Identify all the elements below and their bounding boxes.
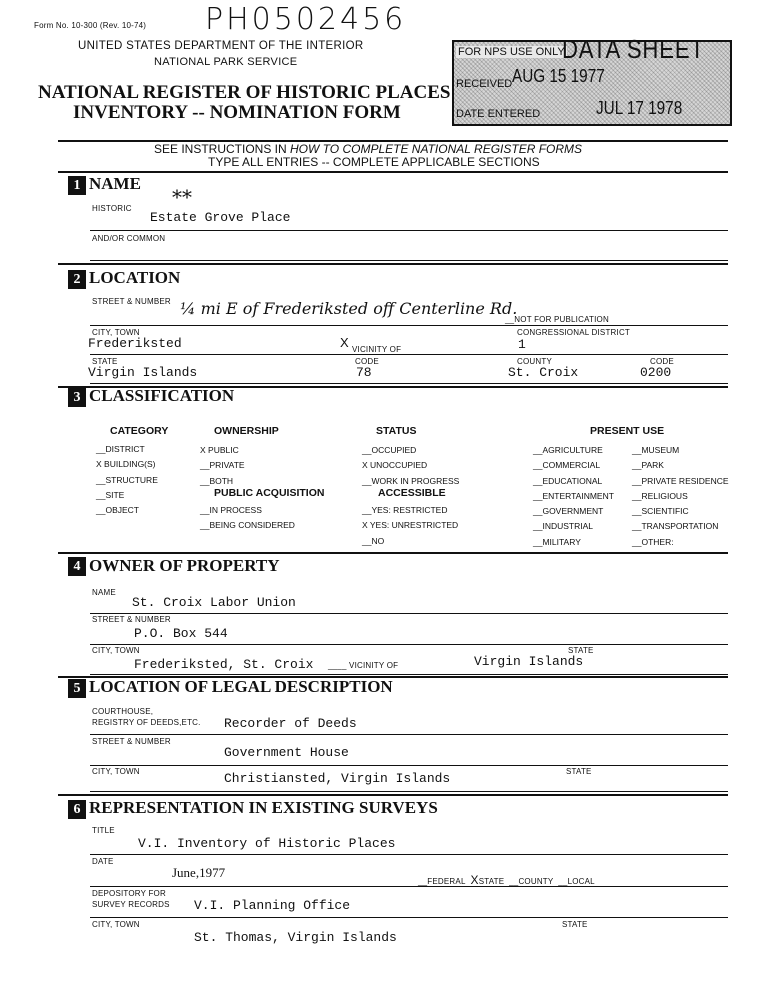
received-label: RECEIVED [456, 78, 513, 90]
owner-vicinity-text: VICINITY OF [349, 661, 399, 670]
city-value: Frederiksted [88, 336, 182, 351]
public-acquisition-header: PUBLIC ACQUISITION [214, 487, 325, 499]
historic-name: Estate Grove Place [150, 210, 291, 225]
section4-number: 4 [68, 557, 86, 576]
accessible-unrestricted[interactable]: X YES: UNRESTRICTED [362, 520, 459, 531]
legal-city-rule [90, 791, 728, 792]
form-title-line2: INVENTORY -- NOMINATION FORM [73, 102, 401, 123]
accessible-no[interactable]: __NO [362, 535, 385, 546]
instructions-line1 [154, 142, 582, 156]
use-government[interactable]: __GOVERNMENT [533, 506, 604, 517]
accessible-header: ACCESSIBLE [378, 487, 446, 499]
use-private-residence[interactable]: __PRIVATE RESIDENCE [632, 475, 729, 486]
section4-rule [58, 552, 728, 554]
use-military[interactable]: __MILITARY [533, 536, 581, 547]
category-object[interactable]: __OBJECT [96, 505, 139, 516]
accessible-options [362, 503, 458, 549]
section5-title: LOCATION OF LEGAL DESCRIPTION [89, 677, 393, 696]
status-unoccupied[interactable]: X UNOCCUPIED [362, 460, 428, 471]
courthouse-label-line1: COURTHOUSE, [92, 707, 154, 716]
use-museum[interactable]: __MUSEUM [632, 445, 680, 455]
courthouse-value: Recorder of Deeds [224, 716, 357, 731]
survey-level-options [418, 873, 595, 887]
survey-city-label: CITY, TOWN [92, 920, 140, 929]
reference-number: PH0502456 [205, 2, 407, 37]
present-use-header: PRESENT USE [590, 425, 665, 437]
historic-rule [90, 230, 728, 231]
owner-name-label: NAME [92, 588, 116, 597]
owner-street-label: STREET & NUMBER [92, 615, 171, 624]
form-title-line1: NATIONAL REGISTER OF HISTORIC PLACES [38, 82, 451, 103]
level-local[interactable]: __LOCAL [558, 877, 595, 886]
common-rule [90, 260, 728, 261]
state-label: STATE [92, 357, 118, 366]
ownership-header: OWNERSHIP [214, 425, 279, 437]
level-state[interactable]: STATE [478, 877, 505, 886]
level-federal[interactable]: __FEDERAL [418, 877, 466, 886]
historic-label: HISTORIC [92, 204, 132, 213]
use-transportation[interactable]: __TRANSPORTATION [632, 521, 719, 532]
present-use-col1 [533, 443, 614, 550]
owner-city-value: Frederiksted, St. Croix [134, 657, 314, 672]
received-date: AUG 15 1977 [512, 66, 605, 86]
status-options [362, 443, 459, 489]
survey-date-label: DATE [92, 857, 114, 866]
city-rule [90, 354, 728, 355]
owner-name-rule [90, 613, 728, 614]
level-county[interactable]: __COUNTY [509, 877, 554, 886]
county-code-value: 0200 [640, 365, 672, 380]
use-entertainment[interactable]: __ENTERTAINMENT [533, 490, 614, 501]
acquisition-options [200, 503, 295, 534]
survey-title-label: TITLE [92, 826, 115, 835]
department-name: UNITED STATES DEPARTMENT OF THE INTERIOR [78, 40, 364, 52]
county-value: St. Croix [508, 365, 579, 380]
instructions-line2: TYPE ALL ENTRIES -- COMPLETE APPLICABLE SECTIONS [208, 155, 540, 169]
section2-number: 2 [68, 270, 86, 289]
category-district[interactable]: __DISTRICT [96, 444, 145, 454]
courthouse-rule [90, 734, 728, 735]
service-name: NATIONAL PARK SERVICE [154, 56, 298, 68]
depository-label-line2: SURVEY RECORDS [92, 900, 170, 909]
owner-street-value: P.O. Box 544 [134, 626, 228, 641]
use-industrial[interactable]: __INDUSTRIAL [533, 521, 593, 532]
ownership-private[interactable]: __PRIVATE [200, 460, 245, 471]
accessible-restricted[interactable]: __YES: RESTRICTED [362, 505, 448, 515]
category-options [96, 442, 158, 518]
acquisition-in-process[interactable]: __IN PROCESS [200, 505, 262, 515]
status-header: STATUS [376, 425, 417, 437]
level-state-mark[interactable]: X [470, 873, 479, 887]
instructions-book-title: HOW TO COMPLETE NATIONAL REGISTER FORMS [290, 142, 583, 156]
vicinity-label: VICINITY OF [352, 345, 402, 354]
use-religious[interactable]: __RELIGIOUS [632, 490, 688, 501]
section2-rule [58, 263, 728, 265]
section3-title: CLASSIFICATION [89, 386, 235, 405]
legal-city-label: CITY, TOWN [92, 767, 140, 776]
district-value: 1 [518, 337, 526, 352]
owner-street-rule [90, 644, 728, 645]
state-value: Virgin Islands [88, 365, 198, 380]
district-label: CONGRESSIONAL DISTRICT [517, 328, 631, 337]
section2-title: LOCATION [89, 268, 181, 287]
survey-date-value: June,1977 [172, 865, 226, 880]
owner-city-label: CITY, TOWN [92, 646, 140, 655]
street-label: STREET & NUMBER [92, 297, 171, 306]
section6-title: REPRESENTATION IN EXISTING SURVEYS [89, 798, 438, 817]
not-for-publication: __NOT FOR PUBLICATION [505, 315, 609, 324]
legal-city-value: Christiansted, Virgin Islands [224, 771, 451, 786]
owner-vicinity-label [328, 661, 398, 670]
use-educational[interactable]: __EDUCATIONAL [533, 475, 603, 486]
section3-number: 3 [68, 388, 86, 407]
legal-street-rule [90, 765, 728, 766]
acquisition-being-considered[interactable]: __BEING CONSIDERED [200, 520, 295, 531]
section6-number: 6 [68, 800, 86, 819]
street-value: ¼ mi E of Frederiksted off Centerline Rd. [180, 299, 518, 318]
ownership-options [200, 443, 245, 489]
status-occupied[interactable]: __OCCUPIED [362, 445, 417, 455]
instructions-prefix: SEE INSTRUCTIONS IN [154, 142, 291, 156]
code-label: CODE [355, 357, 379, 366]
nps-use-label: FOR NPS USE ONLY [458, 46, 565, 58]
owner-vicinity-blank: ____ [328, 661, 350, 670]
owner-name-value: St. Croix Labor Union [132, 595, 296, 610]
vicinity-mark: X [340, 335, 349, 350]
section1-number: 1 [68, 176, 86, 195]
legal-street-value: Government House [224, 745, 349, 760]
category-buildings[interactable]: X BUILDING(S) [96, 459, 156, 470]
date-entered-value: JUL 17 1978 [596, 98, 683, 118]
use-agriculture[interactable]: __AGRICULTURE [533, 445, 603, 455]
depository-value: V.I. Planning Office [194, 898, 351, 913]
survey-state-label: STATE [562, 920, 588, 929]
legal-street-label: STREET & NUMBER [92, 737, 171, 746]
present-use-col2 [632, 443, 729, 550]
courthouse-label-line2: REGISTRY OF DEEDS,ETC. [92, 718, 201, 727]
use-scientific[interactable]: __SCIENTIFIC [632, 506, 689, 517]
owner-state-value: Virgin Islands [474, 654, 584, 669]
section5-number: 5 [68, 679, 86, 698]
depository-label-line1: DEPOSITORY FOR [92, 889, 166, 898]
status-work-in-progress[interactable]: __WORK IN PROGRESS [362, 475, 460, 486]
owner-state-label: STATE [568, 646, 594, 655]
county-label: COUNTY [517, 357, 552, 366]
county-code-label: CODE [650, 357, 674, 366]
category-structure[interactable]: __STRUCTURE [96, 474, 158, 485]
state-rule [90, 383, 728, 384]
city-label: CITY, TOWN [92, 328, 140, 337]
survey-date-rule [90, 886, 728, 887]
depository-rule [90, 917, 728, 918]
date-entered-label: DATE ENTERED [456, 108, 541, 120]
use-park[interactable]: __PARK [632, 460, 664, 471]
owner-city-rule [90, 674, 728, 675]
category-header: CATEGORY [110, 425, 169, 437]
legal-state-label: STATE [566, 767, 592, 776]
category-site[interactable]: __SITE [96, 489, 125, 500]
historic-mark: ** [172, 185, 192, 209]
survey-city-value: St. Thomas, Virgin Islands [194, 930, 397, 945]
nps-use-only-box [452, 34, 732, 126]
ownership-public[interactable]: X PUBLIC [200, 445, 239, 455]
survey-title-rule [90, 854, 728, 855]
data-sheet-stamp: DATA SHEET [562, 34, 705, 64]
use-commercial[interactable]: __COMMERCIAL [533, 460, 601, 471]
section1-title: NAME [89, 174, 141, 193]
survey-title-value: V.I. Inventory of Historic Places [138, 836, 396, 851]
form-number: Form No. 10-300 (Rev. 10-74) [34, 21, 147, 30]
section4-title: OWNER OF PROPERTY [89, 556, 280, 575]
section6-rule [58, 794, 728, 796]
code-value: 78 [356, 365, 372, 380]
ownership-both[interactable]: __BOTH [200, 475, 234, 486]
use-other[interactable]: __OTHER: [632, 536, 674, 547]
common-label: AND/OR COMMON [92, 234, 166, 243]
section1-rule [58, 171, 728, 173]
street-rule [90, 325, 728, 326]
